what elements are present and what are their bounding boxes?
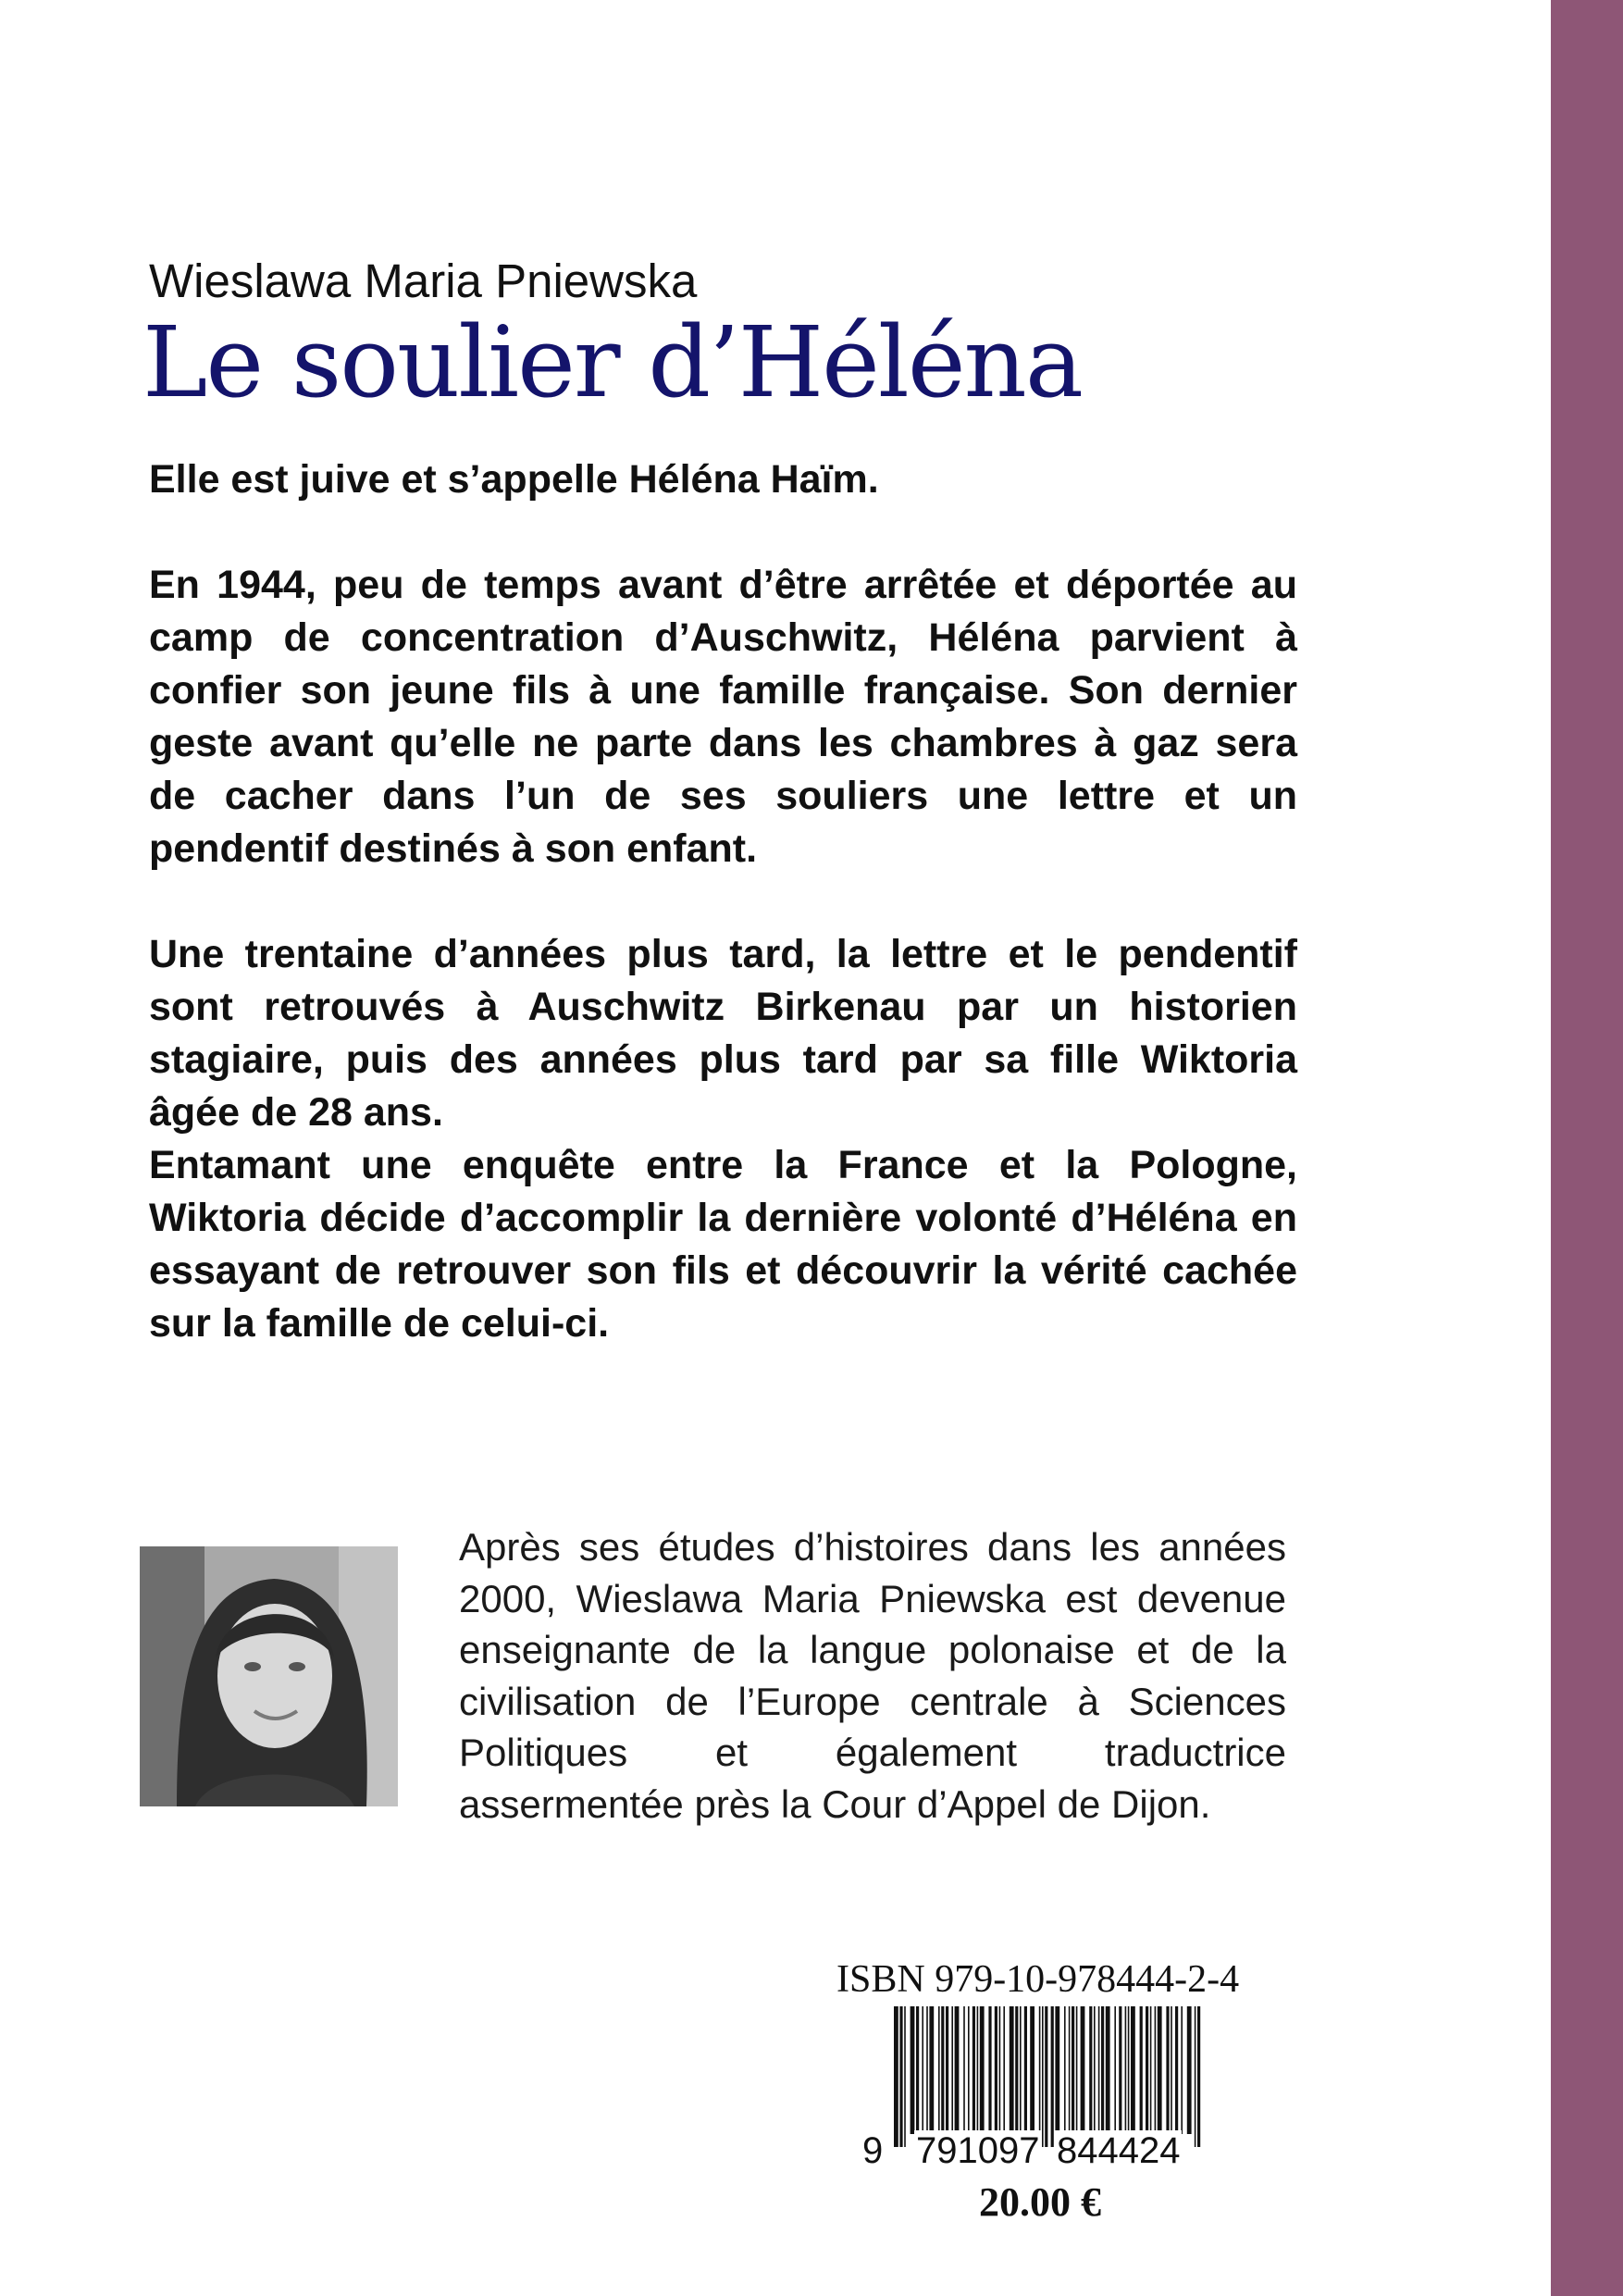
barcode-digit-lead: 9 xyxy=(862,2130,884,2171)
barcode-bar xyxy=(916,2006,919,2134)
barcode-digit-group-left: 791097 xyxy=(916,2130,1040,2171)
barcode-bar xyxy=(1076,2006,1078,2134)
author-name: Wieslawa Maria Pniewska xyxy=(149,254,698,307)
barcode-bar xyxy=(1030,2006,1035,2134)
barcode-bar xyxy=(1069,2006,1071,2134)
barcode xyxy=(890,2006,1205,2147)
barcode-bar xyxy=(955,2006,960,2134)
barcode-bar xyxy=(1146,2006,1148,2134)
barcode-bar xyxy=(1094,2006,1096,2134)
barcode-bar xyxy=(1003,2006,1005,2134)
book-title: Le soulier d’Héléna xyxy=(142,305,1083,419)
back-cover-blurb xyxy=(149,453,1297,1350)
barcode-bar xyxy=(1125,2006,1127,2134)
barcode-bar xyxy=(894,2006,898,2147)
barcode-bar xyxy=(1055,2006,1059,2147)
barcode-bar xyxy=(1042,2006,1044,2147)
barcode-bar xyxy=(922,2006,923,2134)
barcode-bar xyxy=(1128,2006,1130,2134)
barcode-bar xyxy=(1089,2006,1092,2134)
barcode-bar xyxy=(946,2006,948,2134)
barcode-bar xyxy=(929,2006,934,2134)
barcode-bar xyxy=(1064,2006,1066,2134)
barcode-bar xyxy=(1081,2006,1085,2134)
barcode-bar xyxy=(951,2006,953,2134)
barcode-bar xyxy=(1114,2006,1116,2134)
barcode-bar xyxy=(1045,2006,1047,2147)
barcode-bar xyxy=(941,2006,944,2134)
barcode-bar xyxy=(988,2006,991,2134)
price-label: 20.00 € xyxy=(979,2179,1101,2225)
barcode-bar xyxy=(1195,2006,1196,2147)
side-color-band xyxy=(1551,0,1623,2296)
barcode-bar xyxy=(1140,2006,1143,2134)
barcode-bar xyxy=(963,2006,965,2134)
barcode-bar xyxy=(973,2006,975,2134)
barcode-bar xyxy=(904,2006,906,2147)
barcode-bar xyxy=(1181,2006,1183,2134)
barcode-bar xyxy=(1106,2006,1110,2134)
barcode-bar xyxy=(1098,2006,1100,2134)
barcode-bar xyxy=(1039,2006,1041,2134)
barcode-bar xyxy=(1020,2006,1022,2134)
barcode-bar xyxy=(968,2006,970,2134)
barcode-bar xyxy=(1197,2006,1200,2147)
barcode-bar xyxy=(1015,2006,1018,2134)
barcode-bar xyxy=(1171,2006,1172,2134)
blurb-paragraph: Elle est juive et s’appelle Héléna Haïm. xyxy=(149,457,879,502)
author-portrait-icon xyxy=(140,1546,398,1806)
blurb-paragraph: Entamant une enquête entre la France et la Pologne, Wiktoria décide d’accomplir la dernière volonté d’Héléna en essayant de retrouver son fils et découvrir la vérité cachée sur la famille de celui-ci. xyxy=(149,1143,1297,1346)
barcode-bar xyxy=(1150,2006,1152,2134)
barcode-bar xyxy=(1187,2006,1192,2134)
barcode-bar xyxy=(1010,2006,1014,2134)
author-photo xyxy=(140,1546,398,1806)
barcode-bar xyxy=(1131,2006,1135,2134)
barcode-bar xyxy=(995,2006,997,2134)
isbn-label: ISBN 979-10-978444-2-4 xyxy=(836,1958,1240,2001)
barcode-bar xyxy=(1024,2006,1027,2134)
barcode-bar xyxy=(999,2006,1001,2134)
barcode-bar xyxy=(1119,2006,1121,2134)
barcode-bar xyxy=(1155,2006,1157,2134)
barcode-bar xyxy=(911,2006,915,2134)
barcode-bar xyxy=(1072,2006,1074,2134)
barcode-bar xyxy=(899,2006,902,2147)
barcode-digits xyxy=(861,2130,1212,2171)
barcode-bar xyxy=(1051,2006,1054,2147)
barcode-bar xyxy=(977,2006,979,2134)
blurb-paragraph: Une trentaine d’années plus tard, la lettre et le pendentif sont retrouvés à Auschwitz Birkenau par un historien stagiaire, puis des années plus tard par sa fille Wiktoria âgée de 28 ans. xyxy=(149,932,1297,1135)
author-biography: Après ses études d’histoires dans les années 2000, Wieslawa Maria Pniewska est devenue enseignante de la langue polonaise et de la civilisation de l’Europe centrale à Sciences Politiques et également traductrice assermentée près la Cour d’Appel de Dijon. xyxy=(459,1525,1286,1826)
barcode-bar xyxy=(980,2006,985,2134)
blurb-paragraph: En 1944, peu de temps avant d’être arrêtée et déportée au camp de concentration d’Auschwitz, Héléna parvient à confier son jeune fils à une famille française. Son dernier geste avant qu’elle ne parte dans les chambres à gaz sera de cacher dans l’un de ses souliers une lettre et un pendentif destinés à son enfant. xyxy=(149,563,1297,871)
barcode-bar xyxy=(938,2006,940,2134)
barcode-bar xyxy=(926,2006,928,2134)
barcode-bar xyxy=(1166,2006,1169,2134)
barcode-bar xyxy=(1175,2006,1178,2134)
barcode-bar xyxy=(1101,2006,1104,2134)
barcode-bar xyxy=(1158,2006,1162,2134)
barcode-digit-group-right: 844424 xyxy=(1057,2130,1181,2171)
